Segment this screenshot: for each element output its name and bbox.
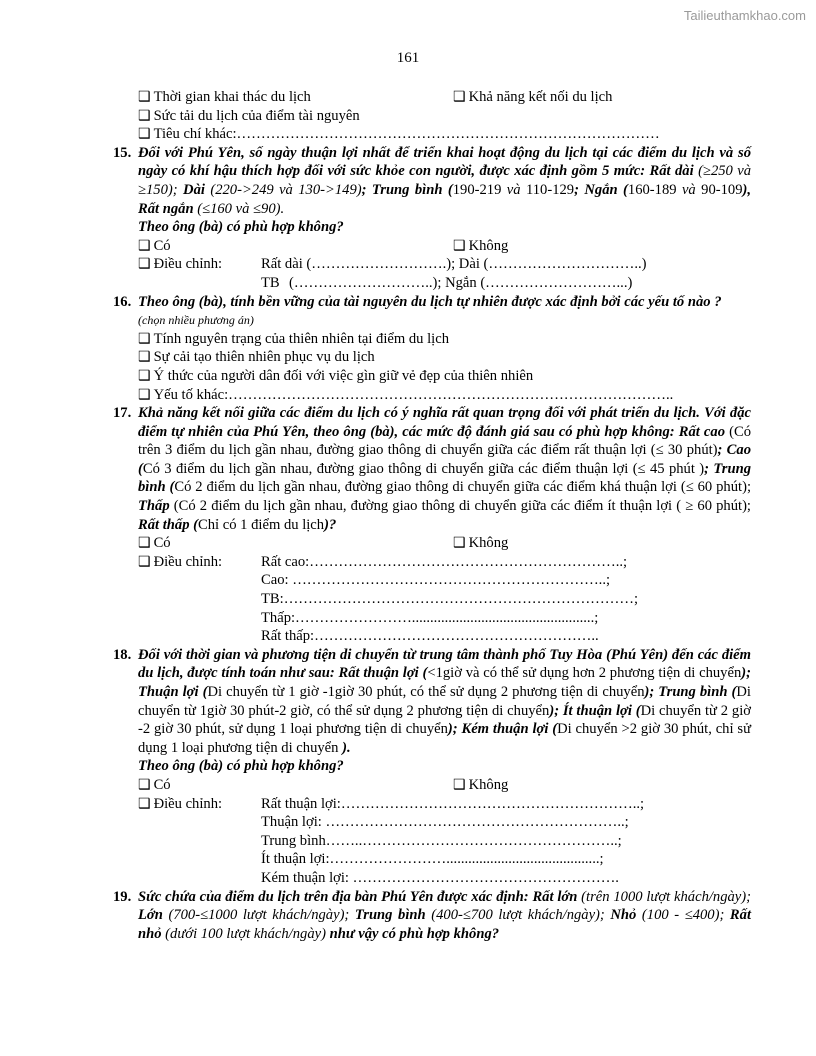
checkbox-icon[interactable]: ❑: [138, 350, 151, 366]
checkbox-icon[interactable]: ❑: [453, 238, 466, 254]
adjust-field-rat-cao[interactable]: Rất cao:………………………………………………………..;: [261, 553, 628, 570]
option-ket-noi[interactable]: ❑ Khả năng kết nối du lịch: [453, 89, 613, 105]
option-row: [113, 88, 751, 107]
adjust-field-thuan-loi[interactable]: Thuận lợi: ……………………………………………………..;: [261, 814, 629, 831]
option-y-thuc[interactable]: ❑ Ý thức của người dân đối với việc gìn giữ vẻ đẹp của thiên nhiên: [138, 367, 534, 384]
option-dieu-chinh[interactable]: ❑ Điều chỉnh:: [138, 795, 223, 812]
yes-no-row: [113, 534, 751, 553]
checkbox-icon[interactable]: ❑: [138, 331, 151, 347]
adjust-row: [113, 795, 751, 814]
checkbox-icon[interactable]: ❑: [138, 536, 151, 552]
adjust-field-trung-binh[interactable]: Trung bình……..……………………………………………..;: [261, 832, 622, 849]
checkbox-icon[interactable]: ❑: [138, 238, 151, 254]
adjust-row: [113, 274, 751, 293]
option-suc-tai[interactable]: ❑ Sức tải du lịch của điểm tài nguyên: [138, 107, 360, 124]
question-number: 17.: [113, 405, 132, 422]
question-note: (chọn nhiều phương án): [138, 313, 254, 328]
option-row: [113, 330, 751, 349]
option-co[interactable]: ❑ Có: [138, 535, 171, 552]
option-co[interactable]: ❑ Có: [138, 776, 171, 793]
adjust-field-thap[interactable]: Thấp:……………………..................................................;: [261, 609, 599, 626]
checkbox-icon[interactable]: ❑: [138, 127, 151, 143]
yes-no-row: [113, 776, 751, 795]
option-khong[interactable]: ❑ Không: [453, 535, 509, 552]
option-co[interactable]: ❑ Có: [138, 237, 171, 254]
checkbox-icon[interactable]: ❑: [138, 368, 151, 384]
option-row: [113, 107, 751, 126]
adjust-field-kem-thuan-loi[interactable]: Kém thuận lợi: ……………………………………………….: [261, 869, 619, 886]
option-tieu-chi-khac[interactable]: ❑ Tiêu chí khác:……………………………………………………………………………: [138, 126, 660, 143]
page-number: 161: [396, 50, 420, 66]
option-dieu-chinh[interactable]: ❑ Điều chỉnh:: [138, 256, 223, 273]
question-number: 15.: [113, 144, 132, 161]
option-thoi-gian[interactable]: ❑ Thời gian khai thác du lịch: [138, 89, 311, 105]
yes-no-row: [113, 237, 751, 256]
option-khong[interactable]: ❑ Không: [453, 776, 509, 793]
question-prompt: Theo ông (bà) có phù hợp không?: [138, 219, 344, 236]
question-prompt: Theo ông (bà) có phù hợp không?: [138, 758, 344, 775]
option-yeu-to-khac[interactable]: ❑ Yếu tố khác:………………………………………………………………………………..: [138, 386, 674, 403]
adjust-label-tb: TB: [261, 274, 280, 291]
adjust-field[interactable]: (………………………..); Ngắn (………………………...): [289, 274, 633, 291]
question-19: 19. Sức chứa của điểm du lịch trên địa bàn Phú Yên được xác định: Rất lớn (trên 1000 lượt khách/ngày); Lớn (700-≤1000 lượt khách/ngày); Trung bình (400-≤700 lượt khách/ngày); Nhỏ (100 - ≤400); Rất nhỏ (dưới 100 lượt khách/ngày) như vậy có phù hợp không?: [113, 888, 752, 942]
checkbox-icon[interactable]: ❑: [453, 777, 466, 793]
adjust-field[interactable]: Rất dài (……………………….); Dài (…………………………..): [261, 256, 647, 273]
checkbox-icon[interactable]: ❑: [138, 387, 151, 403]
option-khong[interactable]: ❑ Không: [453, 237, 509, 254]
question-17: 17. Khả năng kết nối giữa các điểm du lịch có ý nghĩa rất quan trọng đối với phát triển du lịch. Với đặc điểm tự nhiên của Phú Yên, theo ông (bà), các mức độ đánh giá sau có phù hợp không: Rất cao (Có trên 3 điểm du lịch gần nhau, đường giao thông di chuyển giữa các điểm rất thuận lợi (≤ 30 phút); Cao (Có 3 điểm du lịch gần nhau, đường giao thông di chuyển giữa các điểm thuận lợi (≤ 45 phút ); Trung bình (Có 2 điểm du lịch gần nhau, đường giao thông di chuyển giữa các điểm khá thuận lợi (≤ 60 phút); Thấp (Có 2 điểm du lịch gần nhau, đường giao thông di chuyển giữa các điểm ít thuận lợi ( ≥ 60 phút); Rất thấp (Chỉ có 1 điểm du lịch)?: [113, 405, 751, 533]
option-nguyen-trang[interactable]: ❑ Tính nguyên trạng của thiên nhiên tại điểm du lịch: [138, 330, 450, 347]
checkbox-icon[interactable]: ❑: [138, 108, 151, 124]
question-15: 15. Đối với Phú Yên, số ngày thuận lợi nhất để triển khai hoạt động du lịch tại các điểm du lịch và số ngày có khí hậu thích hợp đối với sức khỏe con người, được xác định gồm 5 mức: Rất dài (≥250 và ≥150); Dài (220->249 và 130->149); Trung bình (190-219 và 110-129; Ngắn (160-189 và 90-109), Rất ngắn (≤160 và ≤90).: [113, 144, 752, 217]
question-18: 18. Đối với thời gian và phương tiện di chuyển từ trung tâm thành phố Tuy Hòa (Phú Yên) đến các điểm du lịch, được tính toán như sau: Rất thuận lợi (<1giờ và có thể sử dụng hơn 2 phương tiện di chuyển); Thuận lợi (Di chuyển từ 1 giờ -1giờ 30 phút, có thể sử dụng 2 phương tiện di chuyển); Trung bình (Di chuyển từ 1giờ 30 phút-2 giờ, có thể sử dụng 2 phương tiện di chuyển); Ít thuận lợi (Di chuyển từ 2 giờ -2 giờ 30 phút, sử dụng 1 loại phương tiện di chuyển); Kém thuận lợi (Di chuyển >2 giờ 30 phút, chỉ sử dụng 1 loại phương tiện di chuyển ).: [113, 646, 751, 756]
option-row: [113, 348, 751, 367]
option-row: [113, 125, 751, 144]
checkbox-icon[interactable]: ❑: [453, 536, 466, 552]
adjust-field-rat-thap[interactable]: Rất thấp:…………………………………………………..: [261, 628, 599, 645]
adjust-field-tb[interactable]: TB:………………………………………………………………;: [261, 591, 639, 608]
checkbox-icon[interactable]: ❑: [138, 796, 151, 812]
question-number: 18.: [113, 646, 132, 663]
option-cai-tao[interactable]: ❑ Sự cải tạo thiên nhiên phục vụ du lịch: [138, 349, 375, 366]
checkbox-icon[interactable]: ❑: [453, 90, 466, 105]
adjust-row: [113, 255, 751, 274]
option-row: [113, 386, 751, 405]
option-row: [113, 367, 751, 386]
checkbox-icon[interactable]: ❑: [138, 777, 151, 793]
adjust-field-cao[interactable]: Cao: ………………………………………………………..;: [261, 572, 611, 589]
checkbox-icon[interactable]: ❑: [138, 257, 151, 273]
adjust-field-it-thuan-loi[interactable]: Ít thuận lợi:……………………..........................................;: [261, 851, 604, 868]
option-dieu-chinh[interactable]: ❑ Điều chỉnh:: [138, 553, 223, 570]
checkbox-icon[interactable]: ❑: [138, 554, 151, 570]
document-body: [113, 88, 751, 943]
question-16: 16. Theo ông (bà), tính bền vững của tài nguyên du lịch tự nhiên được xác định bởi các yếu tố nào ?: [113, 293, 722, 310]
checkbox-icon[interactable]: ❑: [138, 90, 151, 105]
adjust-row: [113, 553, 751, 572]
adjust-field-rat-thuan-loi[interactable]: Rất thuận lợi:……………………………………………………..;: [261, 795, 645, 812]
question-number: 16.: [113, 293, 132, 310]
watermark: Tailieuthamkhao.com: [683, 8, 806, 23]
question-number: 19.: [113, 888, 132, 905]
